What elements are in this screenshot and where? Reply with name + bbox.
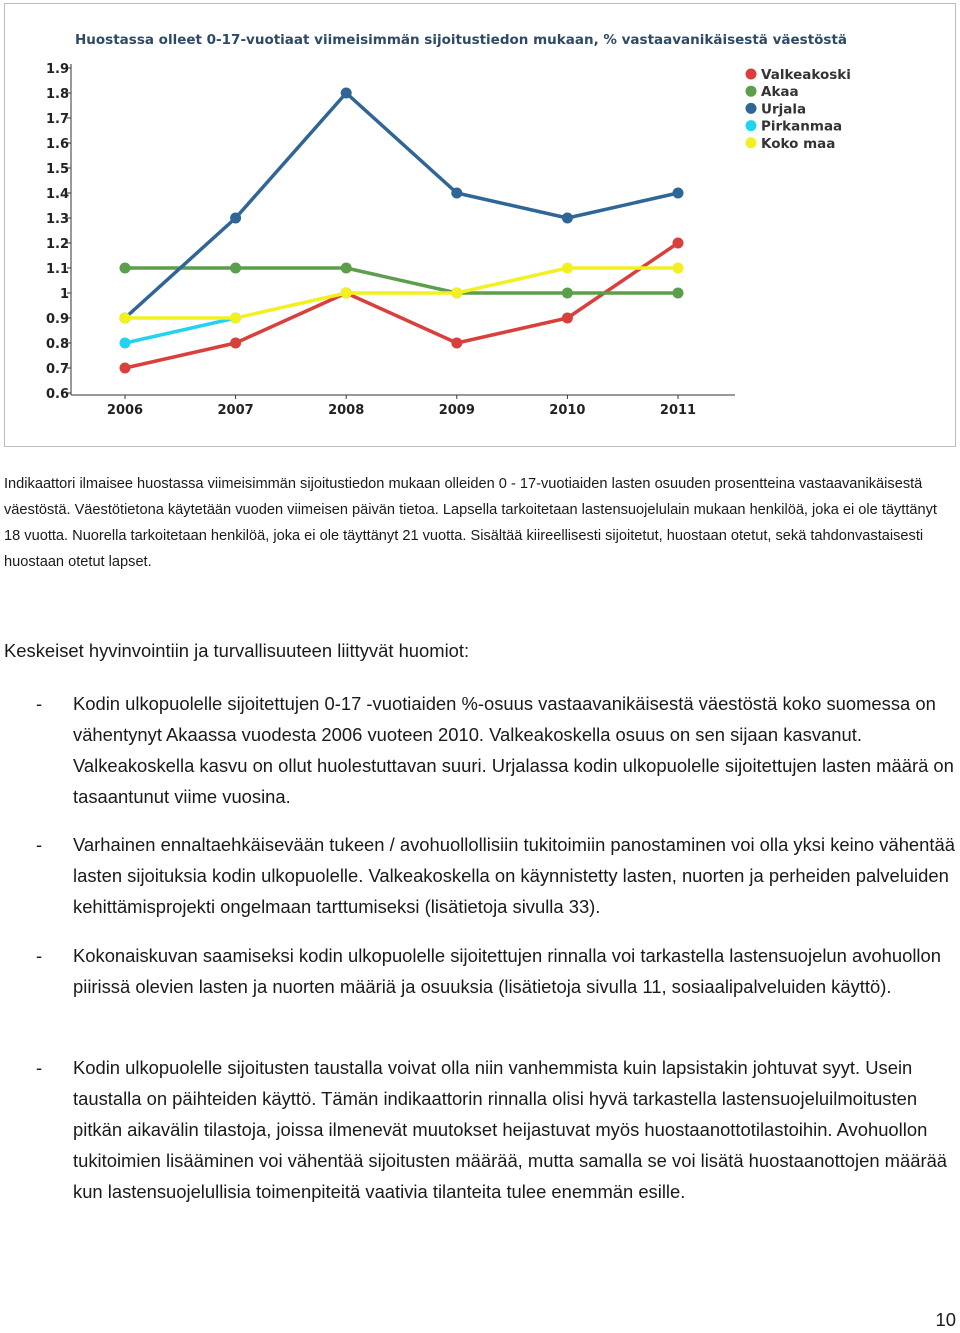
x-tick-label: 2010	[549, 403, 586, 418]
y-tick-label: 1.1	[45, 262, 69, 277]
bullet-text: Kodin ulkopuolelle sijoitusten taustalla voivat olla niin vanhemmista kuin lapsistakin johtuvat syyt. Usein taustalla on päihteiden käyttö. Tämän indikaattorin rinnalla olisi hyvä tarkastella lastensuojeluilmoitusten pitkän aikavälin tilastoja, joissa ilmenevät muutokset heijastuvat myös huostaanottotilastoihin. Avohuollon tukitoimien lisääminen voi vähentää sijoitusten määrää, mutta samalla se voi lisätä huostaanottojen määrää kun lastensuojelullisia toimenpiteitä vaativia tilanteita tulee enemmän esille.	[73, 1057, 948, 1202]
data-point	[451, 288, 462, 299]
legend-label: Akaa	[761, 84, 799, 101]
x-tick-label: 2007	[217, 403, 254, 418]
x-tick-label: 2011	[659, 403, 697, 418]
data-point	[451, 338, 462, 349]
y-tick-label: 1.7	[45, 112, 69, 127]
chart-legend	[746, 67, 851, 152]
bullet-text: Kokonaiskuvan saamiseksi kodin ulkopuolelle sijoitettujen rinnalla voi tarkastella lastensuojelun avohuollon piirissä olevien lasten ja nuorten määriä ja osuuksia (lisätietoja sivulla 11, sosiaalipalveluiden käyttö).	[73, 945, 941, 997]
y-tick-label: 0.7	[45, 362, 69, 377]
legend-label: Urjala	[761, 101, 807, 118]
legend-marker	[746, 103, 757, 114]
chart-frame	[4, 3, 956, 447]
legend-label: Koko maa	[761, 135, 836, 152]
chart-title: Huostassa olleet 0-17-vuotiaat viimeisimmän sijoitustiedon mukaan, % vastaavanikäisestä väestöstä	[75, 32, 848, 48]
bullet-text: Varhainen ennaltaehkäisevään tukeen / avohuollollisiin tukitoimiin panostaminen voi olla yksi keino vähentää lasten sijoituksia kodin ulkopuolelle. Valkeakoskella on käynnistetty lasten, nuorten ja perheiden palveluiden kehittämisprojekti ongelmaan tarttumiseksi (lisätietoja sivulla 33).	[73, 834, 955, 917]
y-tick-label: 1	[59, 287, 69, 302]
y-tick-label: 0.6	[45, 387, 69, 402]
bullet-dash: -	[36, 693, 43, 714]
x-tick-label: 2006	[106, 403, 144, 418]
series-line	[125, 318, 236, 343]
data-point	[120, 363, 131, 374]
data-point	[562, 288, 573, 299]
indicator-description: Indikaattori ilmaisee huostassa viimeisimmän sijoitustiedon mukaan olleiden 0 - 17-vuotiaiden lasten osuuden prosentteina vastaavanikäisestä väestöstä. Väestötietona käytetään vuoden viimeisen päivän tietoa. Lapsella tarkoitetaan lastensuojelulain mukaan henkilöä, joka ei ole täyttänyt 18 vuotta. Nuorella tarkoitetaan henkilöä, joka ei ole täyttänyt 21 vuotta. Sisältää kiireellisesti sijoitetut, huostaan otetut, sekä tahdonvastaisesti huostaan otetut lapset.	[4, 476, 937, 570]
x-axis-ticks	[107, 395, 696, 418]
data-point	[673, 263, 684, 274]
bullet-dash: -	[36, 945, 43, 966]
data-point	[230, 313, 241, 324]
data-point	[673, 238, 684, 249]
data-point	[120, 313, 131, 324]
series-line	[125, 268, 678, 293]
legend-item	[746, 136, 836, 152]
series-valkeakoski	[120, 238, 684, 374]
chart-series	[120, 88, 684, 374]
y-axis-ticks	[46, 62, 71, 402]
legend-item	[746, 67, 851, 83]
x-tick-label: 2008	[328, 403, 365, 418]
series-line	[125, 93, 678, 318]
line-chart	[5, 4, 955, 446]
y-tick-label: 0.8	[45, 337, 69, 352]
y-tick-label: 1.4	[45, 187, 69, 202]
y-tick-label: 1.6	[45, 137, 69, 152]
data-point	[341, 263, 352, 274]
y-tick-label: 1.3	[45, 212, 69, 227]
data-point	[673, 188, 684, 199]
legend-label: Pirkanmaa	[761, 118, 843, 135]
legend-label: Valkeakoski	[761, 67, 851, 83]
data-point	[341, 88, 352, 99]
legend-item	[746, 84, 799, 100]
data-point	[451, 188, 462, 199]
legend-marker	[746, 120, 757, 131]
y-tick-label: 1.5	[45, 162, 69, 177]
y-tick-label: 1.9	[45, 62, 69, 77]
y-tick-label: 0.9	[45, 312, 69, 327]
bullet-dash: -	[36, 1057, 43, 1078]
bullet-dash: -	[36, 834, 43, 855]
legend-item	[746, 101, 807, 117]
findings-heading: Keskeiset hyvinvointiin ja turvallisuuteen liittyvät huomiot:	[4, 640, 470, 661]
bullet-text: Kodin ulkopuolelle sijoitettujen 0-17 -vuotiaiden %-osuus vastaavanikäisestä väestöstä koko suomessa on vähentynyt Akaassa vuodesta 2006 vuoteen 2010. Valkeakoskella osuus on sen sijaan kasvanut. Valkeakoskella kasvu on ollut huolestuttavan suuri. Urjalassa kodin ulkopuolelle sijoitettujen lasten määrä on tasaantunut viime vuosina.	[73, 693, 954, 807]
chart-axes	[71, 64, 735, 395]
series-urjala	[120, 88, 684, 324]
legend-marker	[746, 69, 757, 80]
data-point	[230, 213, 241, 224]
data-point	[230, 263, 241, 274]
legend-marker	[746, 137, 757, 148]
data-point	[120, 263, 131, 274]
data-point	[120, 338, 131, 349]
legend-item	[746, 119, 843, 135]
y-tick-label: 1.2	[45, 237, 69, 252]
data-point	[562, 313, 573, 324]
data-point	[673, 288, 684, 299]
page-number: 10	[935, 1309, 956, 1330]
x-tick-label: 2009	[438, 403, 475, 418]
y-tick-label: 1.8	[45, 87, 69, 102]
data-point	[562, 213, 573, 224]
legend-marker	[746, 86, 757, 97]
data-point	[230, 338, 241, 349]
data-point	[341, 288, 352, 299]
series-line	[125, 243, 678, 368]
data-point	[562, 263, 573, 274]
